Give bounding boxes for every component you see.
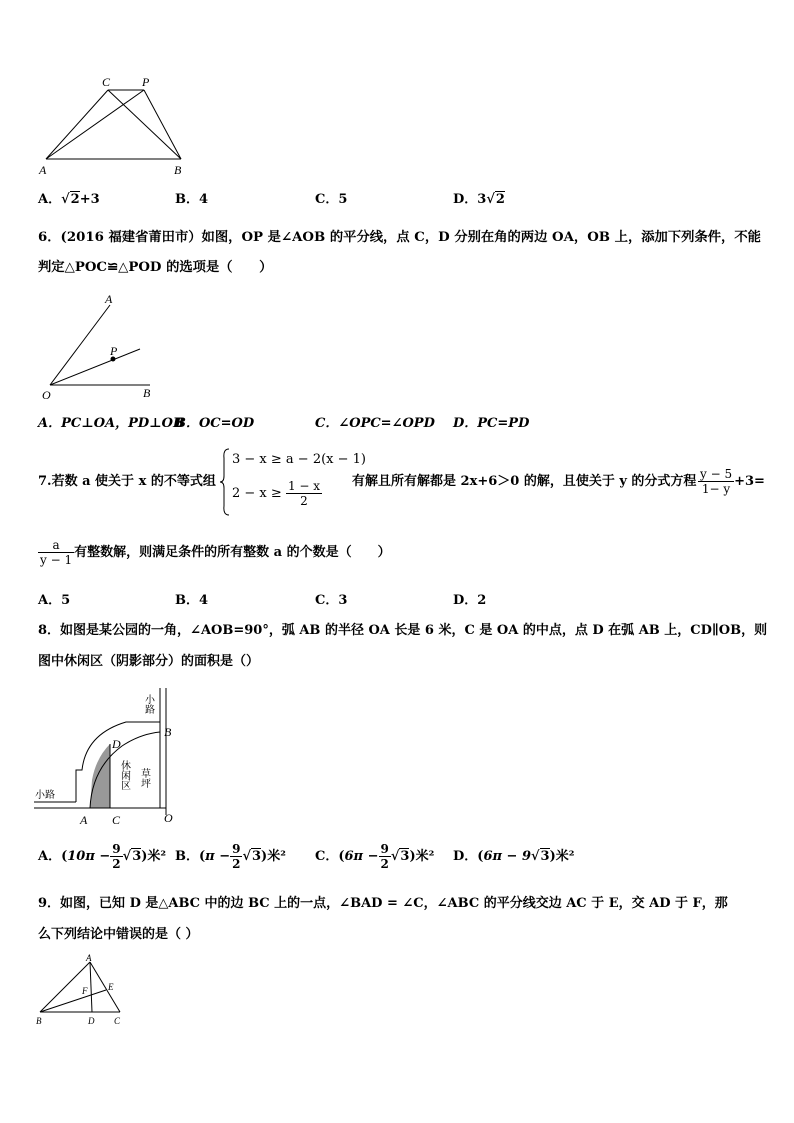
q6-option-d: D．PC=PD <box>453 416 530 431</box>
q9-label-c: C <box>114 1016 121 1026</box>
q8-d-unit: 米² <box>555 849 575 864</box>
q7-line2-text: 有整数解，则满足条件的所有整数 a 的个数是（ ） <box>74 545 391 560</box>
q8-b-fraction <box>230 842 242 871</box>
q5-label-p: P <box>142 75 150 89</box>
q6-figure <box>38 293 168 403</box>
q8-stem-line2: 图中休闲区（阴影部分）的面积是（） <box>38 654 260 669</box>
q5-label-c: C <box>102 75 111 89</box>
q8-label-o: O <box>164 811 173 825</box>
q6-option-b: B．OC=OD <box>175 416 255 431</box>
q6-label-o: O <box>42 388 51 402</box>
q7-equation-fraction <box>698 467 734 496</box>
q8-b-prefix: B． <box>175 849 199 864</box>
q9-stem-line2: 么下列结论中错误的是（ ） <box>38 927 199 942</box>
q8-label-d: D <box>112 737 121 751</box>
q5-option-d: D．3√2 <box>453 192 505 207</box>
q6-label-a: A <box>105 293 113 306</box>
q8-b-den: 2 <box>232 857 241 871</box>
q7-option-d: D．2 <box>453 593 487 608</box>
q8-b-unit: 米² <box>267 849 286 864</box>
q8-d-expr: 6π − 9 <box>483 849 531 864</box>
q7-option-a: A．5 <box>38 593 71 608</box>
q5-figure <box>36 74 186 178</box>
q8-d-prefix: D． <box>453 849 478 864</box>
q5-option-b: B．4 <box>175 192 209 207</box>
q8-c-den: 2 <box>380 857 389 871</box>
q7-equation <box>698 462 765 502</box>
q7-inequality-2-left: 2 − x ≥ <box>232 486 282 501</box>
q5-option-a-prefix: A． <box>38 192 62 207</box>
q7-frac2-den: y − 1 <box>40 553 73 567</box>
q5-label-a: A <box>39 163 47 177</box>
q9-label-a: A <box>86 954 92 963</box>
q8-a-prefix: A． <box>38 849 62 864</box>
q7-inequality-2-fraction <box>286 479 322 508</box>
q8-label-road-left: 小路 <box>35 790 55 801</box>
q7-frac1-num: y − 5 <box>700 467 733 481</box>
q7-option-b: B．4 <box>175 593 209 608</box>
q7-stem-middle: 有解且所有解都是 2x+6＞0 的解，且使关于 y 的分式方程 <box>352 474 697 489</box>
q7-inequality-1: 3 − x ≥ a − 2(x − 1) <box>232 452 366 467</box>
q8-c-fraction <box>379 842 391 871</box>
q8-b-num: 9 <box>232 842 241 856</box>
q5-option-a: A．√2+3 <box>38 192 100 207</box>
q9-label-f: F <box>82 986 88 996</box>
q7-frac2-num: a <box>38 538 74 553</box>
q7-inequality-2 <box>232 478 322 510</box>
q8-d-radicand: 3 <box>540 849 550 864</box>
q8-a-coef: 10π − <box>67 849 111 864</box>
q8-c-unit: 米² <box>415 849 435 864</box>
q8-b-radicand: 3 <box>252 849 262 864</box>
q8-a-radicand: 3 <box>132 849 142 864</box>
q8-a-num: 9 <box>112 842 121 856</box>
q8-label-rest-area: 休闲区 <box>118 760 130 790</box>
q5-option-a-suffix: +3 <box>79 192 100 207</box>
q7-equation-tail: +3= <box>734 474 765 489</box>
q8-option-c: C．(6π − $\frac{9}{2}$ √3)米² <box>315 842 435 871</box>
q8-c-coef: 6π − <box>344 849 379 864</box>
q9-label-b: B <box>36 1016 42 1026</box>
q9-label-e: E <box>108 982 114 992</box>
q8-label-c: C <box>112 813 121 827</box>
q6-stem-line1: 6．(2016 福建省莆田市）如图，OP 是∠AOB 的平分线，点 C，D 分别在角的两边 OA，OB 上，添加下列条件，不能 <box>38 230 761 245</box>
q6-option-c: C．∠OPC=∠OPD <box>315 416 435 431</box>
q8-label-a: A <box>80 813 88 827</box>
q5-option-d-prefix: D．3 <box>453 192 487 207</box>
q5-option-d-radicand: 2 <box>495 192 505 207</box>
q8-a-fraction <box>110 842 122 871</box>
q8-option-d: D．(6π − 9√3)米² <box>453 849 575 864</box>
q8-c-num: 9 <box>380 842 389 856</box>
q8-label-road-top: 小路 <box>142 694 154 714</box>
q8-c-prefix: C． <box>315 849 339 864</box>
q9-label-d: D <box>88 1016 95 1026</box>
q7-stem-prefix: 7.若数 a 使关于 x 的不等式组 <box>38 474 216 489</box>
q7-equation-rhs-fraction <box>38 538 74 567</box>
q8-option-a: A．(10π − $\frac{9}{2}$ √3)米² <box>38 842 167 871</box>
q6-stem-line2: 判定△POC≌△POD 的选项是（ ） <box>38 260 273 275</box>
q6-label-p: P <box>110 344 118 358</box>
q8-figure <box>30 680 190 830</box>
q8-b-coef: π − <box>205 849 231 864</box>
q9-figure <box>34 954 130 1030</box>
q8-c-radicand: 3 <box>400 849 410 864</box>
q5-option-c: C．5 <box>315 192 348 207</box>
q8-a-den: 2 <box>112 857 121 871</box>
q8-a-unit: 米² <box>147 849 167 864</box>
q7-frac1-den: 1− y <box>701 482 731 496</box>
q7-ineq2-den: 2 <box>300 494 308 508</box>
q5-option-a-radicand: 2 <box>70 192 80 207</box>
q5-label-b: B <box>174 163 182 177</box>
q6-option-a: A．PC⊥OA，PD⊥OB <box>38 416 184 431</box>
q8-label-b: B <box>164 725 172 739</box>
q9-stem-line1: 9．如图，已知 D 是△ABC 中的边 BC 上的一点，∠BAD = ∠C，∠ABC 的平分线交边 AC 于 E，交 AD 于 F，那 <box>38 896 728 911</box>
q7-ineq2-num: 1 − x <box>287 479 321 493</box>
q8-label-grass: 草坪 <box>138 768 150 788</box>
q8-stem-line1: 8．如图是某公园的一角，∠AOB=90°，弧 AB 的半径 OA 长是 6 米，C 是 OA 的中点，点 D 在弧 AB 上，CD∥OB，则 <box>38 623 768 638</box>
q7-line2 <box>38 533 391 573</box>
q7-option-c: C．3 <box>315 593 348 608</box>
q8-option-b: B．(π − $\frac{9}{2}$ √3)米² <box>175 842 286 871</box>
q6-label-b: B <box>143 386 151 400</box>
q7-system-brace <box>220 448 230 516</box>
